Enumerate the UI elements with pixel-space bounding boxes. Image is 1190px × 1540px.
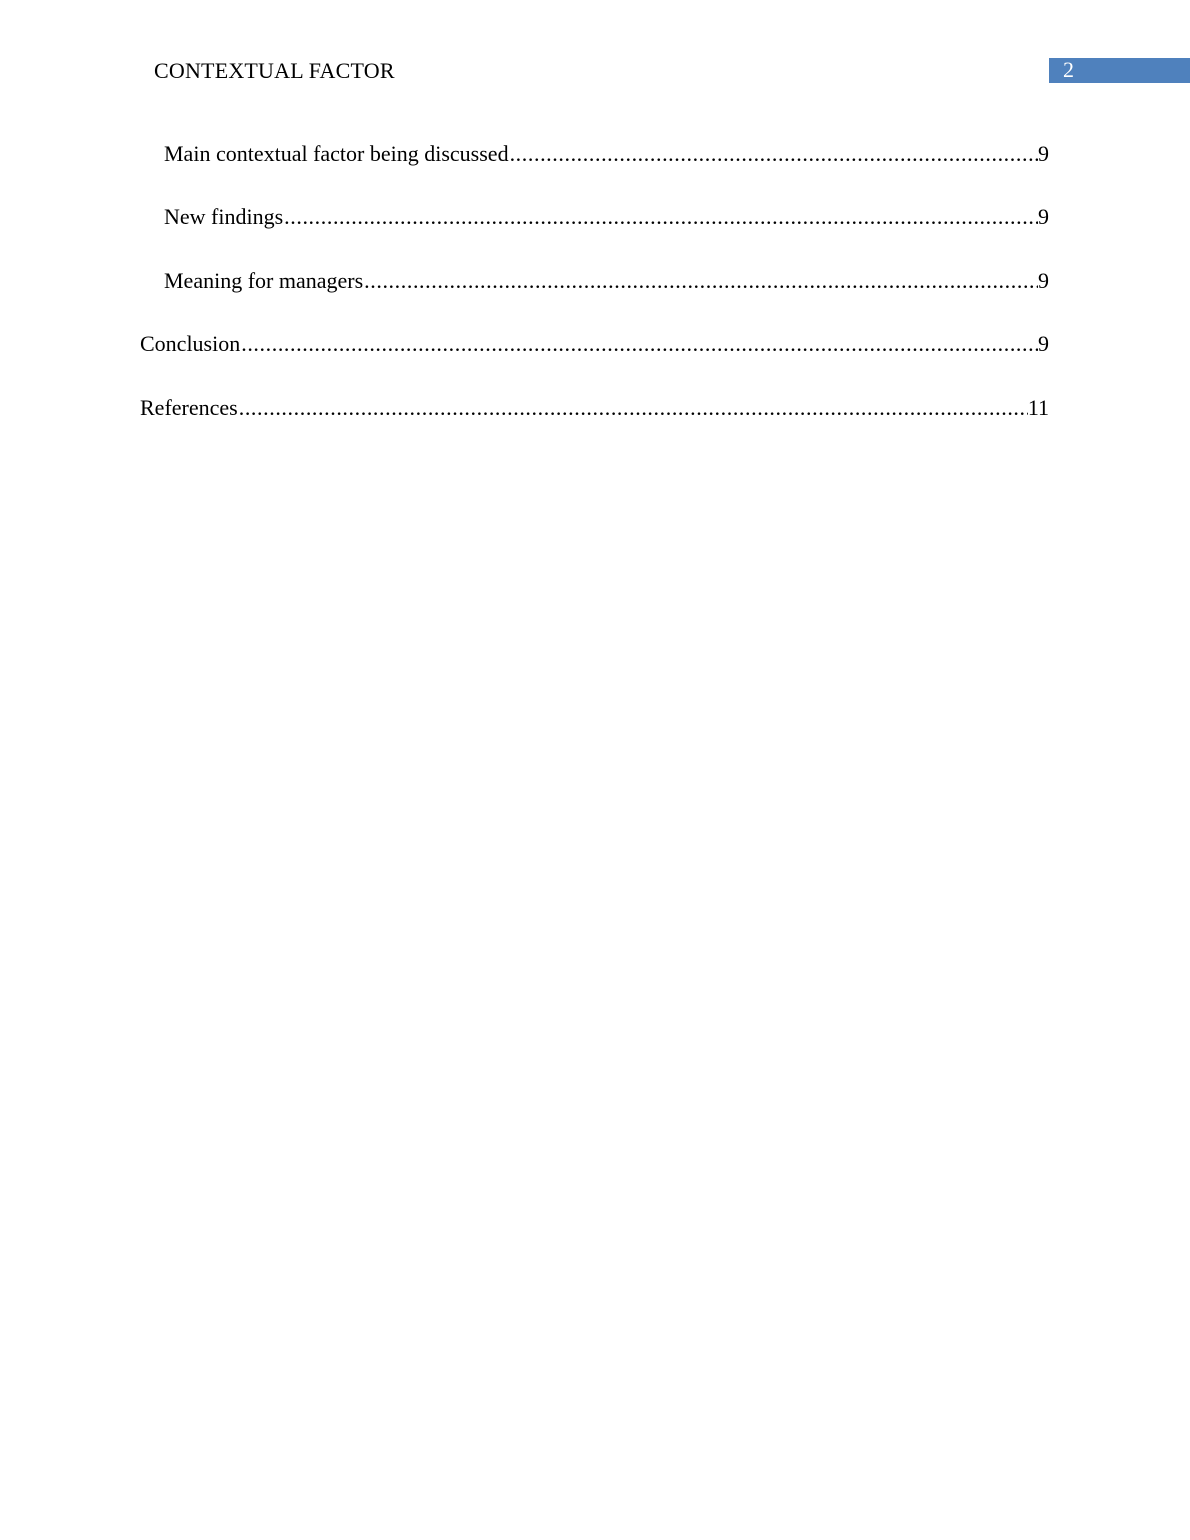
toc-entry-label: Meaning for managers [164,268,364,293]
toc-entry-conclusion[interactable] [140,329,1049,359]
toc-entry-new-findings[interactable] [164,202,1049,232]
toc-entry-page: 9 [1038,141,1049,166]
toc-entry-page: 9 [1038,331,1049,356]
toc-dot-leader [240,329,1038,359]
toc-dot-leader [283,202,1038,232]
page-number-badge [1049,58,1190,83]
toc-entry-references[interactable] [140,393,1049,423]
toc-entry-page: 9 [1038,204,1049,229]
toc-dot-leader [363,266,1038,296]
page-number: 2 [1063,57,1074,82]
toc-entry-label: References [140,395,238,420]
running-head: CONTEXTUAL FACTOR [154,58,395,83]
toc-entry-main-contextual-factor[interactable] [164,139,1049,169]
toc-entry-label: Conclusion [140,331,241,356]
toc-entry-label: New findings [164,204,284,229]
toc-entry-page: 11 [1027,395,1049,420]
toc-dot-leader [238,393,1028,423]
toc-entry-meaning-for-managers[interactable] [164,266,1049,296]
toc-entry-page: 9 [1038,268,1049,293]
toc-dot-leader [509,139,1038,169]
toc-entry-label: Main contextual factor being discussed [164,141,509,166]
